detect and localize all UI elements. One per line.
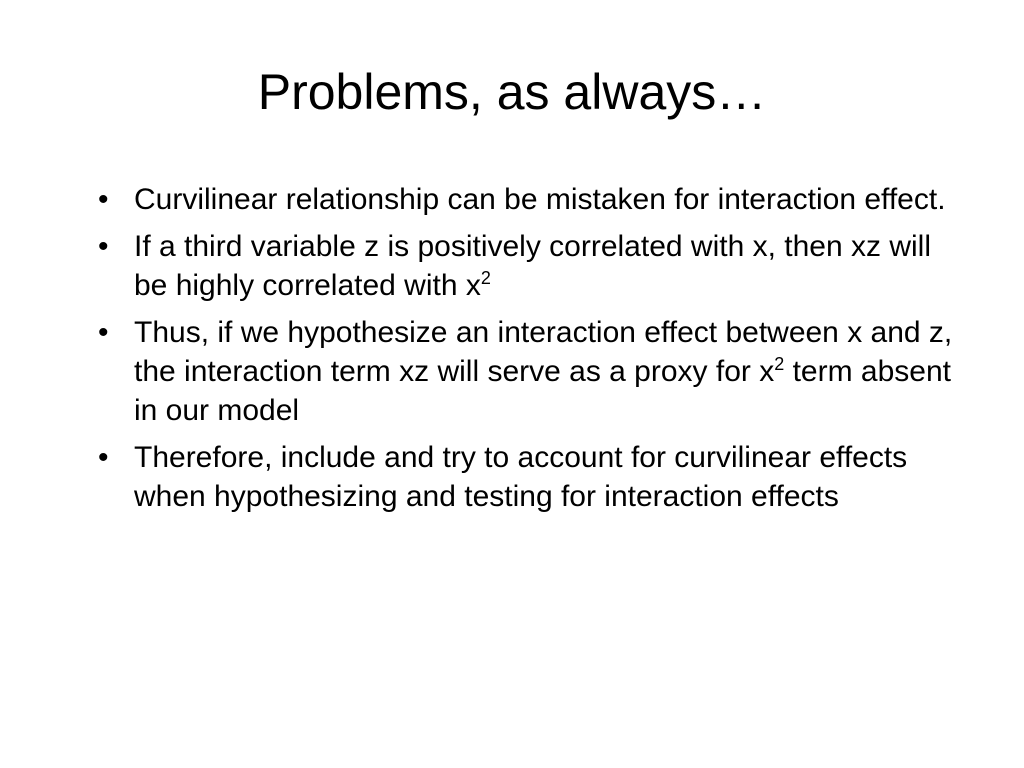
bullet-icon: • — [98, 230, 109, 263]
bullet-icon: • — [98, 183, 109, 216]
bullet-item-3 — [98, 313, 958, 430]
bullet-item-4 — [98, 438, 958, 516]
superscript: 2 — [480, 268, 491, 288]
bullet-item-2 — [98, 227, 958, 305]
superscript: 2 — [774, 354, 785, 374]
bullet-text: Therefore, include and try to account for curvilinear effects when hypothesizing and testing for interaction effects — [134, 441, 908, 513]
bullet-text: Curvilinear relationship can be mistaken for interaction effect. — [134, 183, 946, 216]
bullet-item-1 — [98, 180, 958, 219]
bullet-text-continued: term absent in our model — [134, 355, 951, 427]
bullet-text: If a third variable z is positively correlated with x, then xz will be highly correlated with x — [134, 230, 931, 302]
bullet-text: Thus, if we hypothesize an interaction effect between x and z, the interaction term xz will serve as a proxy for x — [134, 316, 953, 388]
bullet-icon: • — [98, 316, 109, 349]
slide-title: Problems, as always… — [257, 64, 767, 120]
bullet-list — [98, 180, 958, 524]
bullet-icon: • — [98, 441, 109, 474]
